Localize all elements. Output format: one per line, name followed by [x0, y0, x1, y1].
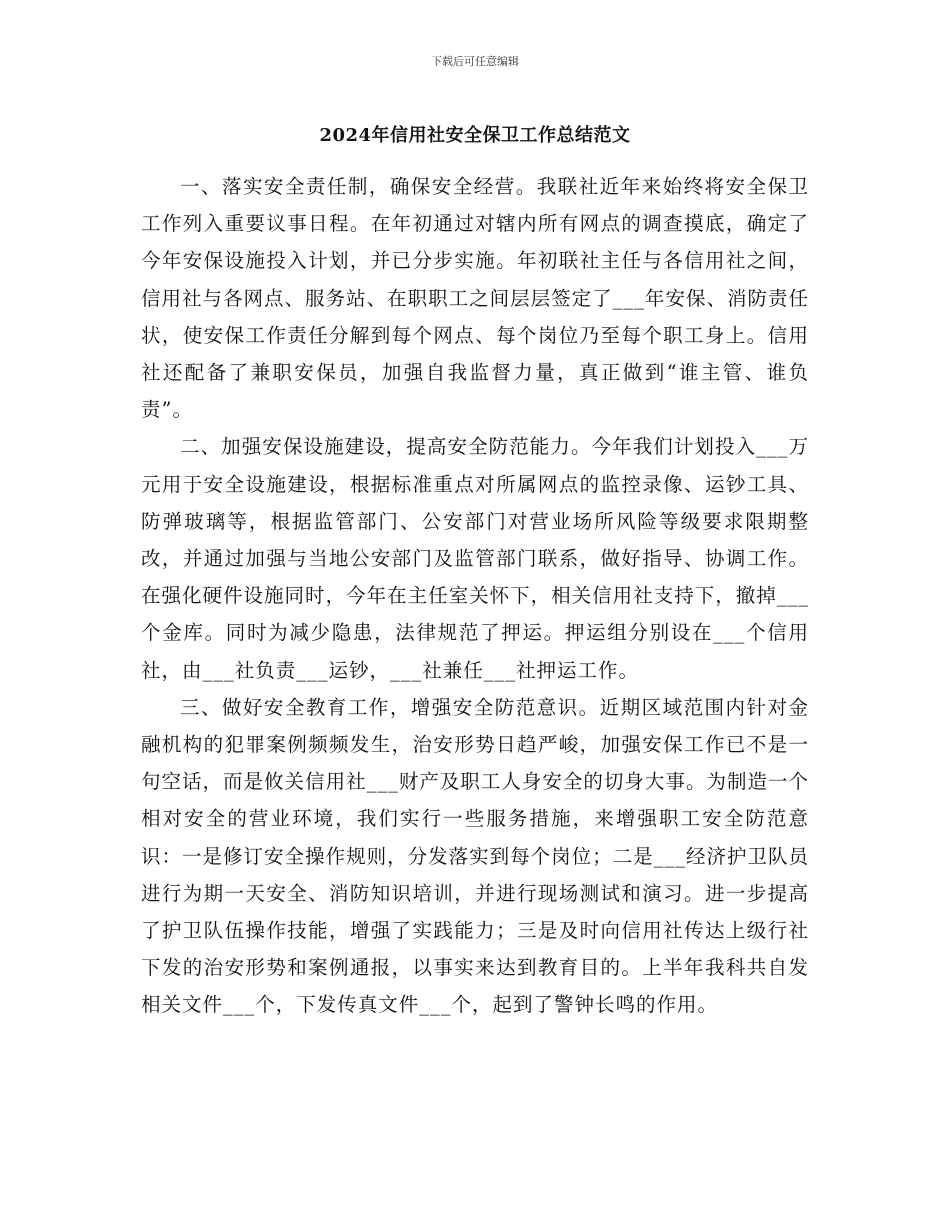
page-header: 下载后可任意编辑: [431, 55, 519, 68]
paragraph-3: 三、做好安全教育工作，增强安全防范意识。近期区域范围内针对金融机构的犯罪案例频频发生，治安形势日趋严峻，加强安保工作已不是一句空话，而是攸关信用社___财产及职工人身安全的切身大事。为制造一个相对安全的营业环境，我们实行一些服务措施，来增强职工安全防范意识：一是修订安全操作规则，分发落实到每个岗位；二是___经济护卫队员进行为期一天安全、消防知识培训，并进行现场测试和演习。进一步提高了护卫队伍操作技能，增强了实践能力；三是及时向信用社传达上级行社下发的治安形势和案例通报，以事实来达到教育目的。上半年我科共自发相关文件___个，下发传真文件___个，起到了警钟长鸣的作用。: [141, 695, 809, 1017]
document-body: [141, 168, 809, 1024]
document-title: 2024年信用社安全保卫工作总结范文: [319, 125, 631, 146]
paragraph-1: 一、落实安全责任制，确保安全经营。我联社近年来始终将安全保卫工作列入重要议事日程。在年初通过对辖内所有网点的调查摸底，确定了今年安保设施投入计划，并已分步实施。年初联社主任与各信用社之间，信用社与各网点、服务站、在职职工之间层层签定了___年安保、消防责任状，使安保工作责任分解到每个网点、每个岗位乃至每个职工身上。信用社还配备了兼职安保员，加强自我监督力量，真正做到“谁主管、谁负责”。: [141, 175, 809, 422]
paragraph-2: 二、加强安保设施建设，提高安全防范能力。今年我们计划投入___万元用于安全设施建设，根据标准重点对所属网点的监控录像、运钞工具、防弹玻璃等，根据监管部门、公安部门对营业场所风险等级要求限期整改，并通过加强与当地公安部门及监管部门联系，做好指导、协调工作。在强化硬件设施同时，今年在主任室关怀下，相关信用社支持下，撤掉___个金库。同时为减少隐患，法律规范了押运。押运组分别设在___个信用社，由___社负责___运钞，___社兼任___社押运工作。: [141, 435, 809, 682]
